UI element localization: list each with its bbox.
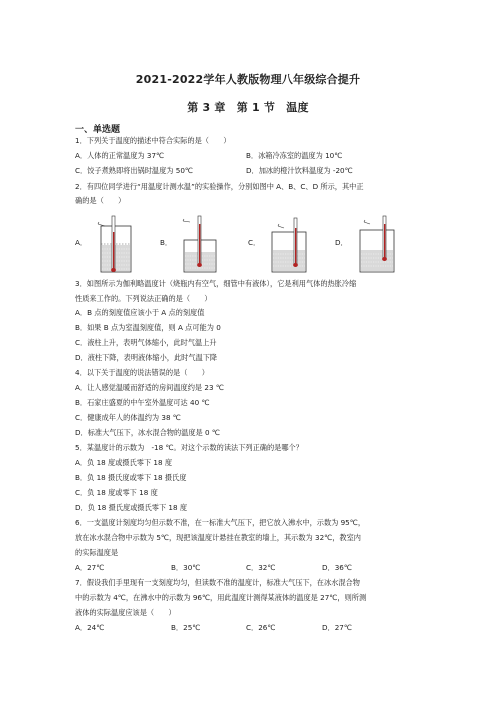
q2-figure-d — [346, 214, 406, 274]
q7-option-a: A．24℃ — [75, 623, 105, 632]
q3-option-d: D．液柱下降，表明液体缩小，此时气温下降 — [75, 353, 218, 362]
q5-option-a: A．负 18 度或摄氏零下 18 度 — [75, 458, 173, 467]
q4-option-a: A．让人感觉温暖而舒适的房间温度约是 23 ℃ — [75, 383, 224, 392]
q2-figure-label-c: C． — [248, 238, 261, 247]
q3-stem-line2: 性质来工作的。下列说法正确的是（ ） — [75, 294, 212, 303]
q5-option-c: C．负 18 度或零下 18 度 — [75, 488, 158, 497]
q1-option-c: C．饺子煮熟即将出锅时温度为 50℃ — [75, 166, 193, 175]
q5-option-b: B．负 18 摄氏度或零下 18 摄氏度 — [75, 473, 187, 482]
q7-stem-line1: 7．假设我们手里现有一支刻度均匀，但读数不准的温度计，标准大气压下，在冰水混合物 — [75, 578, 360, 587]
q4-option-b: B．石家庄盛夏的中午室外温度可达 40 ℃ — [75, 398, 210, 407]
q6-stem-line3: 的实际温度是 — [75, 548, 119, 557]
section-heading: 一、单选题 — [75, 125, 121, 135]
q5-option-d: D．负 18 摄氏度或摄氏零下 18 度 — [75, 503, 188, 512]
q7-stem-line3: 液体的实际温度应该是（ ） — [75, 608, 176, 617]
q7-stem-line2: 中的示数为 4℃，在沸水中的示数为 96℃，用此温度计测得某液体的温度是 27℃，则所测 — [75, 593, 367, 602]
chapter-heading: 第 3 章 第 1 节 温度 — [187, 101, 309, 114]
q2-figure-c — [258, 214, 318, 274]
q7-option-c: C．26℃ — [246, 623, 276, 632]
q2-figure-label-d: D． — [335, 238, 348, 247]
q6-option-d: D．36℃ — [322, 563, 352, 572]
q6-option-a: A．27℃ — [75, 563, 105, 572]
q3-option-b: B．如果 B 点为室温刻度值，则 A 点可能为 0 — [75, 323, 221, 332]
q4-stem: 4．以下关于温度的说法错误的是（ ） — [75, 368, 209, 377]
q2-figure-a — [85, 214, 145, 274]
q4-option-d: D．标准大气压下，冰水混合物的温度是 0 ℃ — [75, 428, 220, 437]
q1-option-b: B．冰箱冷冻室的温度为 10℃ — [246, 151, 343, 160]
q1-stem: 1．下列关于温度的描述中符合实际的是（ ） — [75, 136, 231, 145]
q2-stem-line2: 确的是（ ） — [75, 196, 126, 205]
q7-option-d: D．27℃ — [322, 623, 352, 632]
q4-option-c: C．健康成年人的体温约为 38 ℃ — [75, 413, 181, 422]
q1-option-d: D．加冰的橙汁饮料温度为 -20℃ — [246, 166, 353, 175]
q3-option-c: C．液柱上升，表明气体缩小，此时气温上升 — [75, 338, 217, 347]
document-title: 2021-2022学年人教版物理八年级综合提升 — [135, 73, 361, 86]
q2-figure-b — [170, 214, 230, 274]
q2-figure-label-a: A． — [75, 238, 88, 247]
q2-figure-label-b: B． — [160, 238, 173, 247]
q6-stem-line2: 放在冰水混合物中示数为 5℃，现把该温度计悬挂在教室的墙上，其示数为 32℃，教室内 — [75, 533, 361, 542]
q7-option-b: B．25℃ — [171, 623, 201, 632]
q1-option-a: A．人体的正常温度为 37℃ — [75, 151, 165, 160]
q3-option-a: A．B 点的刻度值应该小于 A 点的刻度值 — [75, 308, 205, 317]
q5-stem: 5．某温度计的示数为 -18 ℃。对这个示数的读法下列正确的是哪个？ — [75, 443, 303, 452]
q3-stem-line1: 3．如图所示为伽利略温度计（烧瓶内有空气，细管中有液体），它是利用气体的热胀冷缩 — [75, 279, 357, 288]
q2-stem-line1: 2．有四位同学进行“用温度计测水温”的实验操作，分别如图中 A、B、C、D 所示，其中正 — [75, 182, 364, 191]
q6-stem-line1: 6．一支温度计刻度均匀但示数不准，在一标准大气压下，把它放入沸水中，示数为 95℃， — [75, 518, 366, 527]
q6-option-c: C．32℃ — [246, 563, 276, 572]
q6-option-b: B．30℃ — [171, 563, 201, 572]
